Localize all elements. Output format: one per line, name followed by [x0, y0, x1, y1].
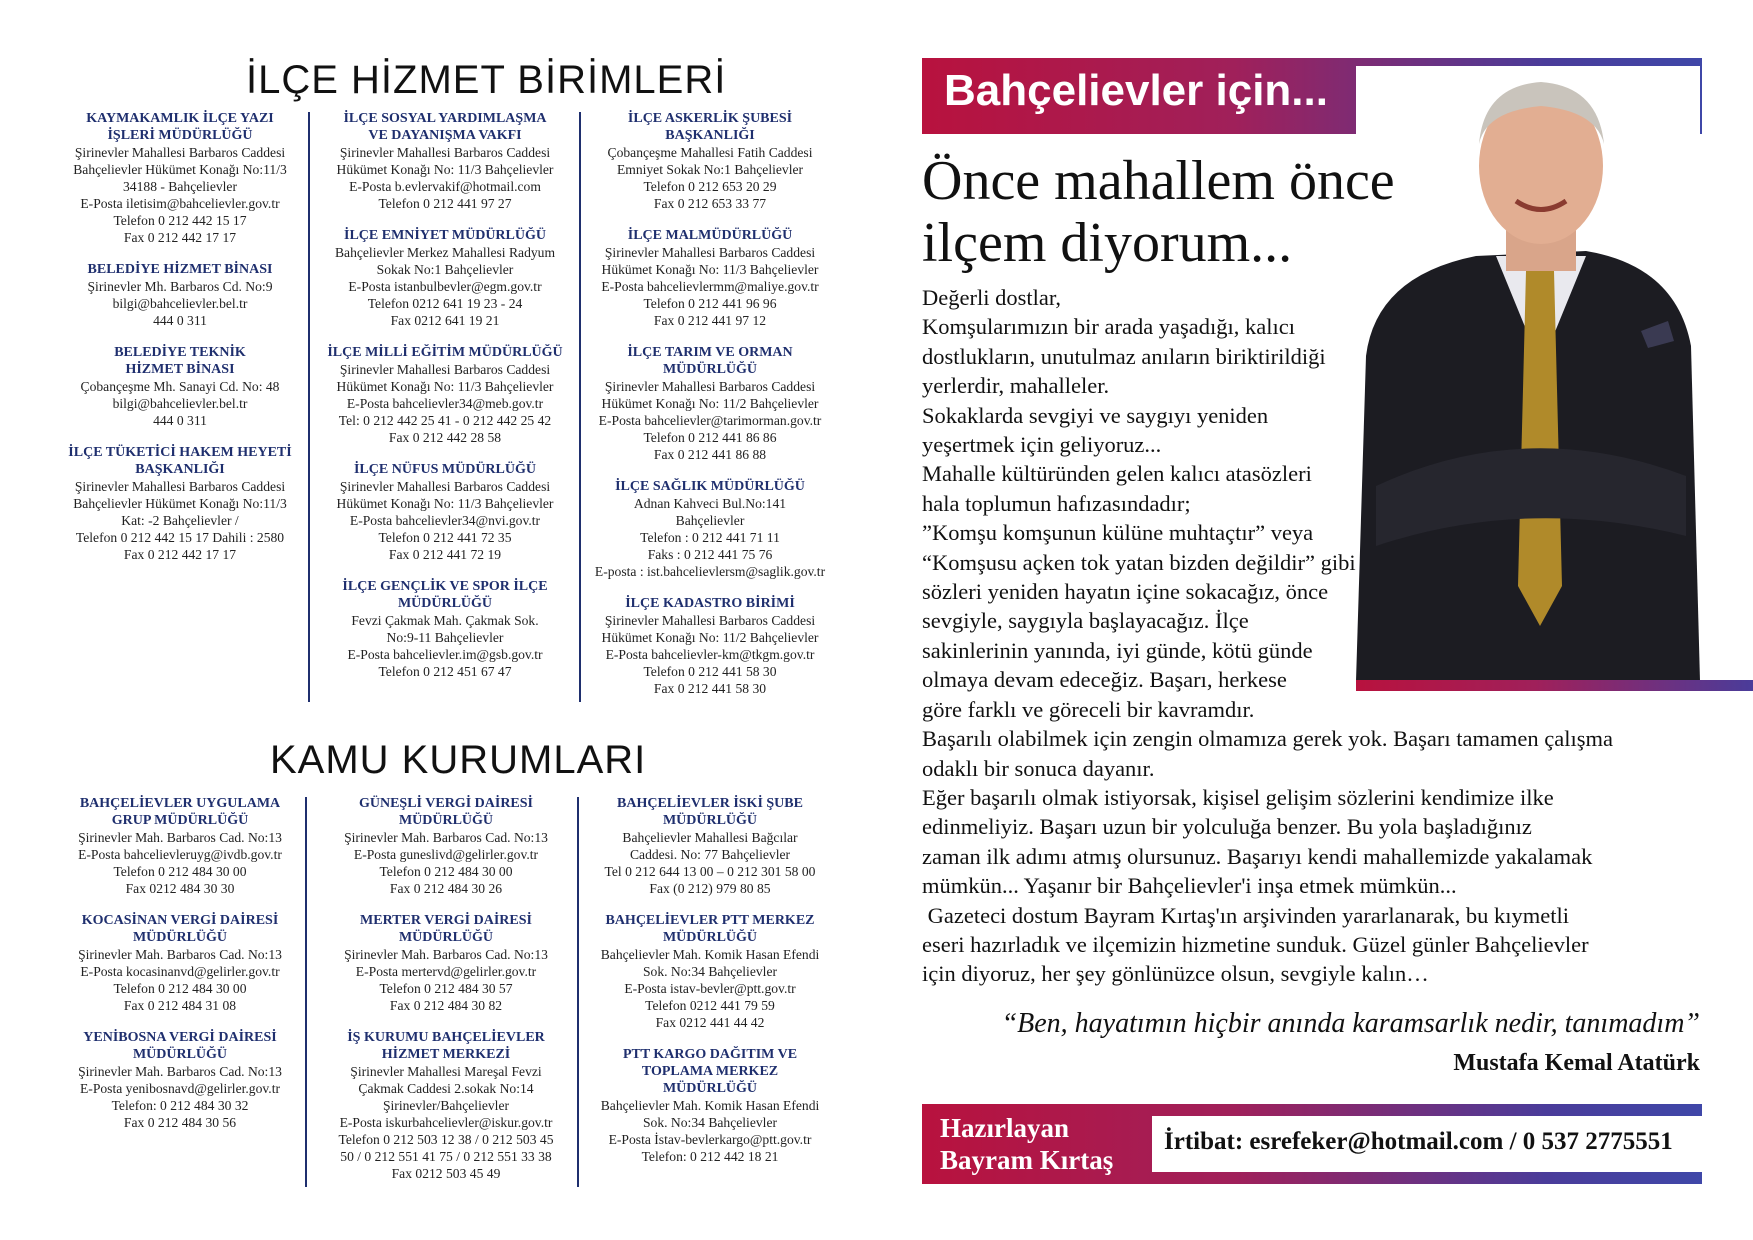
- office-title: MÜDÜRLÜĞÜ: [397, 596, 493, 611]
- office-detail: Bahçelievler Merkez Mahallesi Radyum: [334, 245, 556, 260]
- office-block: [585, 912, 835, 1031]
- office-detail: Telefon 0 212 484 30 00: [379, 864, 513, 879]
- office-block: [585, 344, 835, 463]
- office-title: BAHÇELİEVLER PTT MERKEZ: [605, 913, 815, 928]
- office-detail: Caddesi. No: 77 Bahçelievler: [629, 847, 791, 862]
- office-detail: Adnan Kahveci Bul.No:141: [633, 496, 787, 511]
- office-title: İLÇE SOSYAL YARDIMLAŞMA: [343, 111, 547, 126]
- office-detail: Tel: 0 212 442 25 41 - 0 212 442 25 42: [338, 413, 552, 428]
- office-title: İLÇE GENÇLİK VE SPOR İLÇE: [342, 579, 548, 594]
- office-detail: Şirinevler Mah. Barbaros Cad. No:13: [78, 830, 282, 845]
- office-block: [585, 1046, 835, 1165]
- office-detail: E-Posta bahcelievleruyg@ivdb.gov.tr: [78, 847, 282, 862]
- prepared-by: [940, 1112, 1113, 1176]
- office-title: BAHÇELİEVLER UYGULAMA: [79, 796, 281, 811]
- office-title: MÜDÜRLÜĞÜ: [662, 813, 758, 828]
- office-detail: Fax (0 212) 979 80 85: [649, 881, 771, 896]
- office-detail: E-Posta İstav-bevlerkargo@ptt.gov.tr: [608, 1132, 812, 1147]
- contact-info: İrtibat: esrefeker@hotmail.com / 0 537 2775551: [1164, 1128, 1673, 1155]
- office-detail: Bahçelievler Hükümet Konağı No:11/3: [73, 162, 287, 177]
- body-line: eseri hazırladık ve ilçemizin hizmetine sunduk. Güzel günler Bahçelievler: [922, 931, 1589, 957]
- office-detail: 444 0 311: [153, 413, 207, 428]
- office-detail: bilgi@bahcelievler.bel.tr: [112, 296, 248, 311]
- office-block: [315, 578, 575, 680]
- office-detail: Hükümet Konağı No: 11/3 Bahçelievler: [336, 496, 554, 511]
- office-title: HİZMET BİNASI: [125, 362, 235, 377]
- office-title: İLÇE TARIM VE ORMAN: [627, 345, 793, 360]
- office-detail: bilgi@bahcelievler.bel.tr: [112, 396, 248, 411]
- headline-line: Önce mahallem önce: [922, 150, 1395, 212]
- office-detail: Fax 0 212 441 97 12: [653, 313, 767, 328]
- office-detail: Fax 0 212 441 72 19: [388, 547, 502, 562]
- prepared-by-name: Bayram Kırtaş: [940, 1145, 1114, 1175]
- office-block: [315, 795, 577, 897]
- office-detail: Şirinevler Mahallesi Barbaros Caddesi: [604, 245, 816, 260]
- office-detail: Kat: -2 Bahçelievler /: [121, 513, 239, 528]
- office-detail: E-Posta mertervd@gelirler.gov.tr: [355, 964, 537, 979]
- kamu-column-1: [55, 795, 305, 1146]
- office-detail: E-Posta kocasinanvd@gelirler.gov.tr: [80, 964, 280, 979]
- office-detail: Telefon 0 212 484 30 00: [113, 981, 247, 996]
- office-title: İŞLERİ MÜDÜRLÜĞÜ: [107, 128, 253, 143]
- office-block: [55, 261, 305, 329]
- office-detail: Telefon 0 212 441 58 30: [643, 664, 777, 679]
- office-detail: Emniyet Sokak No:1 Bahçelievler: [616, 162, 804, 177]
- office-detail: Telefon 0 212 441 72 35: [378, 530, 512, 545]
- office-title: GÜNEŞLİ VERGİ DAİRESİ: [358, 796, 533, 811]
- office-detail: Fax 0212 641 19 21: [390, 313, 500, 328]
- office-detail: No:9-11 Bahçelievler: [386, 630, 504, 645]
- office-detail: Telefon 0 212 503 12 38 / 0 212 503 45: [338, 1132, 554, 1147]
- office-title: İŞ KURUMU BAHÇELİEVLER: [347, 1030, 545, 1045]
- body-line: ”Komşu komşunun külüne muhtaçtır” veya: [922, 520, 1314, 546]
- office-detail: Telefon 0 212 484 30 00: [113, 864, 247, 879]
- office-detail: 444 0 311: [153, 313, 207, 328]
- office-detail: Şirinevler Mahallesi Barbaros Caddesi: [339, 362, 551, 377]
- office-detail: 50 / 0 212 551 41 75 / 0 212 551 33 38: [340, 1149, 552, 1164]
- office-detail: Şirinevler Mah. Barbaros Cad. No:13: [78, 1064, 282, 1079]
- body-line: Başarılı olabilmek için zengin olmamıza gerek yok. Başarı tamamen çalışma: [922, 726, 1614, 752]
- office-title: BAHÇELİEVLER İSKİ ŞUBE: [617, 796, 803, 811]
- office-detail: Şirinevler Mah. Barbaros Cad. No:13: [344, 830, 548, 845]
- body-line: için diyoruz, her şey gönlünüzce olsun, sevgiyle kalın…: [922, 961, 1429, 987]
- office-title: İLÇE EMNİYET MÜDÜRLÜĞÜ: [344, 228, 546, 243]
- office-title: TOPLAMA MERKEZ: [641, 1064, 779, 1079]
- office-block: [315, 912, 577, 1014]
- office-detail: Bahçelievler Mah. Komik Hasan Efendi: [600, 1098, 820, 1113]
- office-detail: Hükümet Konağı No: 11/3 Bahçelievler: [336, 162, 554, 177]
- office-detail: Şirinevler Mahallesi Barbaros Caddesi: [339, 145, 551, 160]
- office-detail: E-Posta iskurbahcelievler@iskur.gov.tr: [339, 1115, 553, 1130]
- body-line: edinmeliyiz. Başarı uzun bir yolculuğa benzer. Bu yola başladığınız: [922, 814, 1532, 840]
- office-detail: Fax 0 212 484 31 08: [123, 998, 237, 1013]
- office-title: HİZMET MERKEZİ: [381, 1047, 511, 1062]
- office-title: MÜDÜRLÜĞÜ: [662, 1081, 758, 1096]
- office-detail: E-Posta bahcelievler34@nvi.gov.tr: [349, 513, 541, 528]
- office-title: İLÇE NÜFUS MÜDÜRLÜĞÜ: [353, 462, 536, 477]
- office-detail: Şirinevler Mahallesi Barbaros Caddesi: [339, 479, 551, 494]
- office-detail: Şirinevler Mah. Barbaros Cad. No:13: [344, 947, 548, 962]
- office-detail: Şirinevler/Bahçelievler: [382, 1098, 510, 1113]
- office-title: İLÇE ASKERLİK ŞUBESİ: [627, 111, 793, 126]
- office-detail: E-Posta guneslivd@gelirler.gov.tr: [353, 847, 539, 862]
- office-block: [315, 227, 575, 329]
- office-block: [585, 595, 835, 697]
- office-detail: Sokak No:1 Bahçelievler: [376, 262, 514, 277]
- office-title: MÜDÜRLÜĞÜ: [662, 362, 758, 377]
- office-detail: Çobançeşme Mh. Sanayi Cd. No: 48: [80, 379, 280, 394]
- footer-bar: [922, 1104, 1702, 1184]
- office-title: PTT KARGO DAĞITIM VE: [622, 1047, 798, 1062]
- body-line: mümkün... Yaşanır bir Bahçelievler'i inşa etmek mümkün...: [922, 873, 1457, 899]
- divider: [579, 112, 581, 702]
- office-detail: Fax 0212 503 45 49: [391, 1166, 501, 1181]
- office-detail: Telefon 0 212 653 20 29: [643, 179, 777, 194]
- body-line: “Komşusu açken tok yatan bizden değildir” gibi: [922, 549, 1356, 575]
- office-title: BELEDİYE HİZMET BİNASI: [87, 262, 273, 277]
- divider: [577, 797, 579, 1187]
- body-line: zaman ilk adımı atmış olursunuz. Başarıyı kendi mahallemizde yakalamak: [922, 843, 1593, 869]
- office-detail: Telefon 0 212 441 97 27: [378, 196, 512, 211]
- office-title: VE DAYANIŞMA VAKFI: [368, 128, 522, 143]
- office-block: [55, 444, 305, 563]
- office-title: İLÇE KADASTRO BİRİMİ: [625, 596, 795, 611]
- office-title: BELEDİYE TEKNİK: [114, 345, 246, 360]
- office-detail: E-Posta yenibosnavd@gelirler.gov.tr: [79, 1081, 281, 1096]
- office-detail: Hükümet Konağı No: 11/3 Bahçelievler: [336, 379, 554, 394]
- office-detail: E-Posta bahcelievler34@meb.gov.tr: [346, 396, 544, 411]
- office-detail: Telefon 0 212 442 15 17: [113, 213, 247, 228]
- office-detail: Çakmak Caddesi 2.sokak No:14: [358, 1081, 534, 1096]
- office-detail: Telefon : 0 212 441 71 11: [640, 530, 780, 545]
- office-detail: Telefon 0 212 484 30 57: [379, 981, 513, 996]
- body-line: sözleri yeniden hayatın içine sokacağız, önce: [922, 579, 1329, 605]
- hizmet-section-title: İLÇE HİZMET BİRİMLERİ: [246, 58, 727, 102]
- office-detail: Telefon 0 212 451 67 47: [378, 664, 512, 679]
- office-block: [585, 478, 835, 580]
- office-title: MÜDÜRLÜĞÜ: [132, 930, 228, 945]
- office-title: MÜDÜRLÜĞÜ: [398, 813, 494, 828]
- office-detail: Tel 0 212 644 13 00 – 0 212 301 58 00: [604, 864, 816, 879]
- office-detail: Şirinevler Mahallesi Barbaros Caddesi: [604, 613, 816, 628]
- office-block: [55, 110, 305, 246]
- office-detail: E-Posta bahcelievler-km@tkgm.gov.tr: [605, 647, 815, 662]
- divider: [308, 112, 310, 702]
- office-detail: Hükümet Konağı No: 11/3 Bahçelievler: [601, 262, 819, 277]
- office-title: İLÇE MİLLİ EĞİTİM MÜDÜRLÜĞÜ: [327, 345, 563, 360]
- office-detail: Fax 0 212 442 28 58: [388, 430, 502, 445]
- office-detail: Bahçelievler Hükümet Konağı No:11/3: [73, 496, 287, 511]
- quote: “Ben, hayatımın hiçbir anında karamsarlık nedir, tanımadım”: [1001, 1008, 1700, 1039]
- office-detail: Telefon 0212 441 79 59: [645, 998, 775, 1013]
- office-detail: Şirinevler Mahallesi Mareşal Fevzi: [350, 1064, 542, 1079]
- body-line: Mahalle kültüründen gelen kalıcı atasözleri: [922, 461, 1312, 487]
- office-detail: Fax 0 212 441 86 88: [653, 447, 767, 462]
- body-line: Değerli dostlar,: [922, 285, 1062, 310]
- office-title: BAŞKANLIĞI: [135, 462, 225, 477]
- hizmet-column-3: [585, 110, 835, 712]
- office-detail: Şirinevler Mahallesi Barbaros Caddesi: [604, 379, 816, 394]
- office-title: MERTER VERGİ DAİRESİ: [360, 913, 532, 928]
- body-line: olmaya devam edeceğiz. Başarı, herkese: [922, 667, 1287, 693]
- hizmet-column-1: [55, 110, 305, 578]
- office-detail: Telefon 0 212 442 15 17 Dahili : 2580: [75, 530, 285, 545]
- kamu-column-2: [315, 795, 577, 1197]
- body-line: sakinlerinin yanında, iyi günde, kötü günde: [922, 637, 1313, 663]
- office-detail: Fax 0 212 484 30 82: [389, 998, 503, 1013]
- body-line: yeşertmek için geliyoruz...: [922, 432, 1162, 458]
- body-line: yerlerdir, mahalleler.: [922, 373, 1110, 399]
- hizmet-column-2: [315, 110, 575, 695]
- office-title: YENİBOSNA VERGİ DAİRESİ: [83, 1030, 277, 1045]
- office-block: [55, 344, 305, 429]
- body-line: Eğer başarılı olmak istiyorsak, kişisel gelişim sözlerini kendimize ilke: [922, 784, 1554, 810]
- quote-author: Mustafa Kemal Atatürk: [1453, 1050, 1700, 1076]
- office-detail: E-Posta bahcelievlermm@maliye.gov.tr: [601, 279, 819, 294]
- body-line: Gazeteci dostum Bayram Kırtaş'ın arşivinden yararlanarak, bu kıymetli: [922, 902, 1569, 928]
- office-detail: Bahçelievler: [675, 513, 745, 528]
- office-block: [585, 227, 835, 329]
- office-detail: Bahçelievler Mahallesi Bağcılar: [622, 830, 798, 845]
- headline: [922, 150, 1395, 274]
- office-block: [55, 795, 305, 897]
- office-title: GRUP MÜDÜRLÜĞÜ: [111, 813, 249, 828]
- body-line: Komşularımızın bir arada yaşadığı, kalıcı: [922, 314, 1296, 340]
- body-line: hala toplumun hafızasındadır;: [922, 490, 1191, 516]
- headline-line: ilçem diyorum...: [922, 212, 1293, 274]
- office-block: [585, 795, 835, 897]
- office-detail: Şirinevler Mh. Barbaros Cd. No:9: [87, 279, 273, 294]
- office-detail: Telefon 0212 641 19 23 - 24: [367, 296, 523, 311]
- office-block: [315, 344, 575, 446]
- office-detail: Fax 0 212 442 17 17: [123, 547, 237, 562]
- office-title: MÜDÜRLÜĞÜ: [398, 930, 494, 945]
- office-detail: Fax 0212 484 30 30: [125, 881, 235, 896]
- office-detail: Fax 0 212 441 58 30: [653, 681, 767, 696]
- office-detail: Fevzi Çakmak Mah. Çakmak Sok.: [351, 613, 539, 628]
- kamu-section-title: KAMU KURUMLARI: [270, 738, 647, 782]
- office-title: BAŞKANLIĞI: [665, 128, 755, 143]
- office-block: [315, 461, 575, 563]
- office-detail: Şirinevler Mahallesi Barbaros Caddesi: [74, 479, 286, 494]
- office-detail: Fax 0 212 442 17 17: [123, 230, 237, 245]
- office-detail: Sok. No:34 Bahçelievler: [642, 964, 778, 979]
- office-detail: Telefon: 0 212 484 30 32: [111, 1098, 249, 1113]
- office-detail: Hükümet Konağı No: 11/2 Bahçelievler: [601, 396, 819, 411]
- office-block: [55, 1029, 305, 1131]
- office-detail: Fax 0212 441 44 42: [655, 1015, 765, 1030]
- office-title: İLÇE MALMÜDÜRLÜĞÜ: [627, 228, 793, 243]
- divider: [305, 797, 307, 1187]
- body-line: Sokaklarda sevgiyi ve saygıyı yeniden: [922, 402, 1269, 428]
- body-text: [922, 283, 1702, 989]
- office-detail: Telefon 0 212 441 86 86: [643, 430, 777, 445]
- office-detail: E-Posta istav-bevler@ptt.gov.tr: [624, 981, 796, 996]
- office-detail: Fax 0 212 653 33 77: [653, 196, 767, 211]
- contact-box: [1152, 1116, 1702, 1172]
- office-detail: Faks : 0 212 441 75 76: [647, 547, 773, 562]
- body-line: odaklı bir sonuca dayanır.: [922, 755, 1155, 781]
- office-title: MÜDÜRLÜĞÜ: [662, 930, 758, 945]
- office-detail: Hükümet Konağı No: 11/2 Bahçelievler: [601, 630, 819, 645]
- office-detail: Şirinevler Mahallesi Barbaros Caddesi: [74, 145, 286, 160]
- prepared-by-label: Hazırlayan: [940, 1113, 1069, 1143]
- body-line: göre farklı ve göreceli bir kavramdır.: [922, 696, 1255, 722]
- office-detail: Şirinevler Mah. Barbaros Cad. No:13: [78, 947, 282, 962]
- office-detail: E-Posta iletisim@bahcelievler.gov.tr: [80, 196, 280, 211]
- office-title: İLÇE TÜKETİCİ HAKEM HEYETİ: [68, 445, 292, 460]
- office-detail: Sok. No:34 Bahçelievler: [642, 1115, 778, 1130]
- office-detail: Çobançeşme Mahallesi Fatih Caddesi: [607, 145, 813, 160]
- office-detail: Telefon 0 212 441 96 96: [643, 296, 777, 311]
- banner-title: Bahçelievler için...: [944, 66, 1328, 115]
- kamu-column-3: [585, 795, 835, 1180]
- office-detail: E-Posta istanbulbevler@egm.gov.tr: [348, 279, 542, 294]
- body-line: dostlukların, unutulmaz anıların biriktirildiği: [922, 343, 1326, 369]
- office-detail: Bahçelievler Mah. Komik Hasan Efendi: [600, 947, 820, 962]
- office-detail: Telefon: 0 212 442 18 21: [641, 1149, 779, 1164]
- body-line: sevgiyle, saygıyla başlayacağız. İlçe: [922, 608, 1249, 634]
- office-block: [55, 912, 305, 1014]
- office-detail: E-Posta b.evlervakif@hotmail.com: [349, 179, 541, 194]
- office-block: [315, 110, 575, 212]
- office-title: KOCASİNAN VERGİ DAİRESİ: [81, 913, 279, 928]
- office-block: [315, 1029, 577, 1182]
- office-detail: E-posta : ist.bahcelievlersm@saglik.gov.tr: [594, 564, 826, 579]
- office-detail: 34188 - Bahçelievler: [123, 179, 237, 194]
- office-title: İLÇE SAĞLIK MÜDÜRLÜĞÜ: [615, 479, 805, 494]
- office-detail: Fax 0 212 484 30 56: [123, 1115, 237, 1130]
- office-detail: E-Posta bahcelievler@tarimorman.gov.tr: [598, 413, 822, 428]
- office-title: KAYMAKAMLIK İLÇE YAZI: [86, 111, 274, 126]
- office-detail: E-Posta bahcelievler.im@gsb.gov.tr: [347, 647, 543, 662]
- office-detail: Fax 0 212 484 30 26: [389, 881, 503, 896]
- office-title: MÜDÜRLÜĞÜ: [132, 1047, 228, 1062]
- office-block: [585, 110, 835, 212]
